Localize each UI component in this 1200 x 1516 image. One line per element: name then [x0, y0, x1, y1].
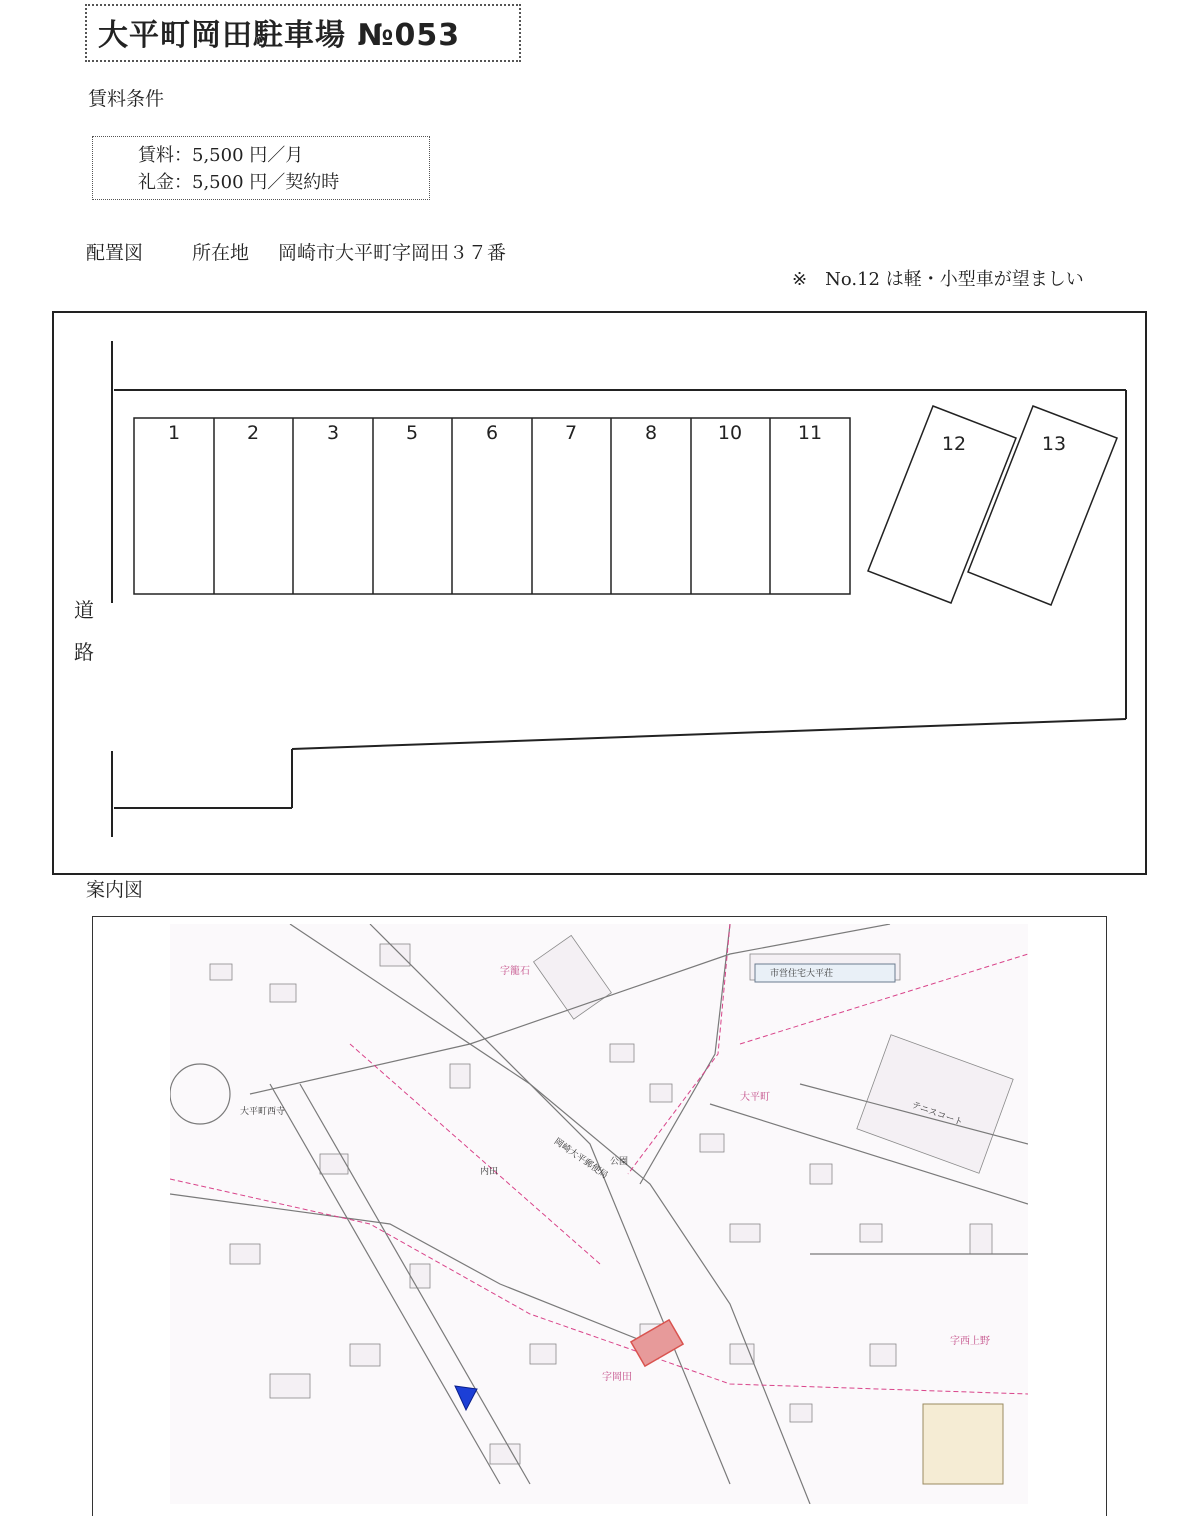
key-money: 礼金：5,500 円／契約時 — [138, 172, 340, 193]
parking-spaces — [134, 418, 850, 594]
map-label: 字岡田 — [602, 1372, 632, 1383]
map-label: テニスコート — [910, 1100, 965, 1129]
space-number: 13 — [1041, 433, 1067, 455]
location-value: 岡崎市大平町字岡田３７番 — [278, 242, 507, 264]
map-label: 大平町西寺 — [240, 1107, 286, 1117]
map-label: 市営住宅大平荘 — [770, 969, 834, 979]
map-label: 字西上野 — [950, 1336, 990, 1347]
location-label: 所在地 — [192, 242, 250, 264]
space-number: 3 — [326, 422, 340, 444]
diagram-border — [53, 312, 1146, 874]
road-label-char: 路 — [74, 640, 94, 664]
space-number: 1 — [167, 422, 181, 444]
space-number: 12 — [941, 433, 967, 455]
layout-heading: 配置図 — [86, 242, 144, 264]
space-number: 6 — [485, 422, 499, 444]
small-car-note: ※ No.12 は軽・小型車が望ましい — [792, 269, 1084, 290]
space-number: 11 — [797, 422, 823, 444]
map-label: 大平町 — [740, 1092, 770, 1103]
temple-building — [923, 1404, 1003, 1484]
map-label: 岡崎大平郵便局 — [551, 1136, 610, 1182]
parking-row-outline — [134, 418, 850, 594]
guide-map-heading: 案内図 — [86, 879, 144, 901]
map-label: 内田 — [480, 1167, 499, 1177]
space-number: 8 — [644, 422, 658, 444]
space-number: 2 — [246, 422, 260, 444]
page-title: 大平町岡田駐車場 №053 — [98, 18, 461, 53]
map-label: 字籠石 — [500, 966, 530, 977]
lot-boundary — [112, 341, 1126, 837]
map-label: 公園 — [610, 1157, 629, 1167]
space-number: 7 — [564, 422, 578, 444]
guide-map — [170, 924, 1028, 1504]
road-label-char: 道 — [74, 598, 94, 622]
space-number: 5 — [405, 422, 419, 444]
space-number: 10 — [717, 422, 743, 444]
monthly-rent: 賃料：5,500 円／月 — [138, 145, 304, 166]
rent-conditions-heading: 賃料条件 — [88, 88, 165, 110]
parking-lot-diagram — [52, 311, 1147, 875]
